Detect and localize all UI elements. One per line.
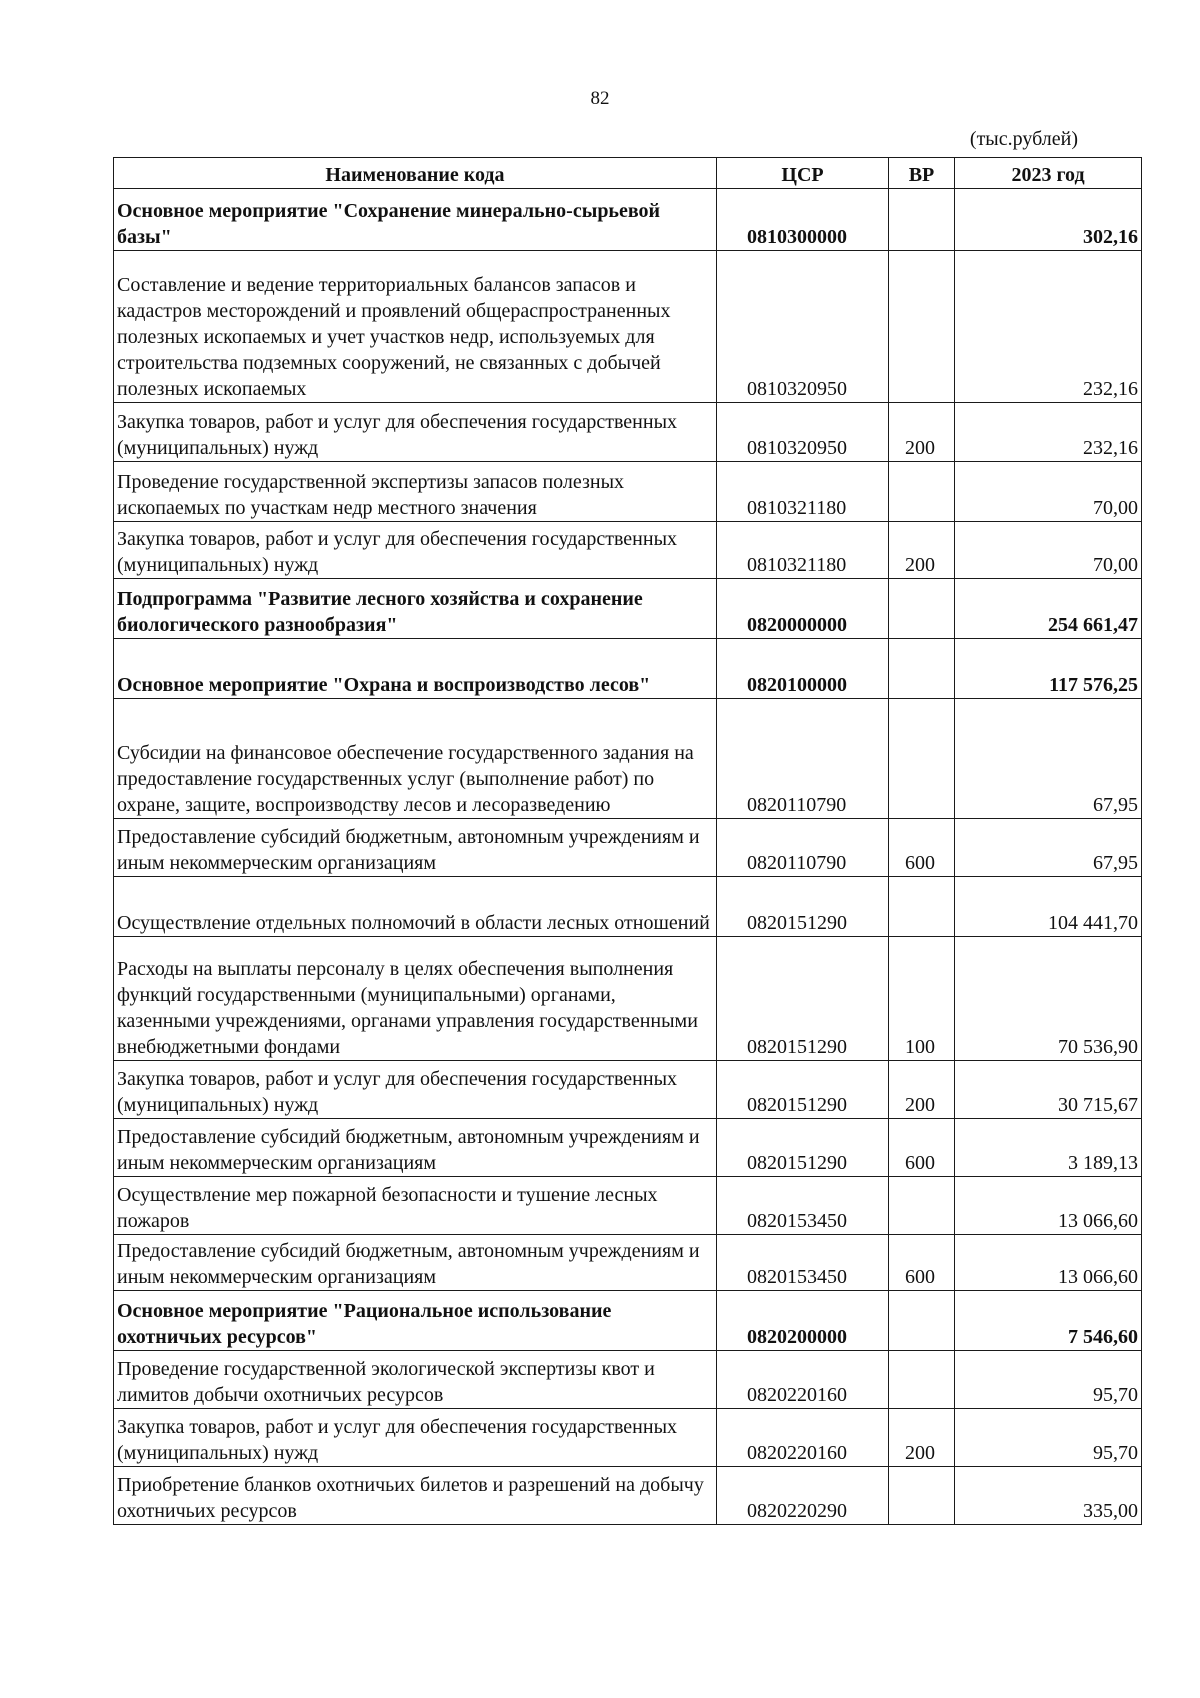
header-year: 2023 год <box>955 158 1142 189</box>
row-vr-cell: 600 <box>889 819 955 877</box>
row-name-cell: Основное мероприятие "Сохранение минерально-сырьевой базы" <box>114 189 717 251</box>
row-amount-cell: 67,95 <box>955 699 1142 819</box>
table-row <box>114 1119 1142 1177</box>
row-csr-cell: 0810321180 <box>717 522 889 579</box>
row-amount-cell: 70,00 <box>955 522 1142 579</box>
row-name-cell: Закупка товаров, работ и услуг для обеспечения государственных (муниципальных) нужд <box>114 1409 717 1467</box>
header-vr: ВР <box>889 158 955 189</box>
row-vr-cell <box>889 1467 955 1525</box>
row-csr-cell: 0810320950 <box>717 403 889 462</box>
row-name-cell: Приобретение бланков охотничьих билетов и разрешений на добычу охотничьих ресурсов <box>114 1467 717 1525</box>
row-csr-cell: 0820153450 <box>717 1235 889 1291</box>
row-name-cell: Проведение государственной экологической экспертизы квот и лимитов добычи охотничьих ресурсов <box>114 1351 717 1409</box>
row-csr-cell: 0820220160 <box>717 1351 889 1409</box>
row-csr-cell: 0810321180 <box>717 462 889 522</box>
row-amount-cell: 95,70 <box>955 1351 1142 1409</box>
row-amount-cell: 30 715,67 <box>955 1061 1142 1119</box>
row-csr-cell: 0820220290 <box>717 1467 889 1525</box>
table-row <box>114 522 1142 579</box>
units-note: (тыс.рублей) <box>969 128 1078 150</box>
row-csr-cell: 0810320950 <box>717 251 889 403</box>
row-name-cell: Предоставление субсидий бюджетным, автономным учреждениям и иным некоммерческим организациям <box>114 1119 717 1177</box>
header-csr: ЦСР <box>717 158 889 189</box>
row-vr-cell <box>889 699 955 819</box>
row-vr-cell: 200 <box>889 522 955 579</box>
row-vr-cell <box>889 1177 955 1235</box>
row-csr-cell: 0820200000 <box>717 1291 889 1351</box>
row-amount-cell: 70,00 <box>955 462 1142 522</box>
row-csr-cell: 0820000000 <box>717 579 889 639</box>
table-row <box>114 403 1142 462</box>
row-name-cell: Предоставление субсидий бюджетным, автономным учреждениям и иным некоммерческим организациям <box>114 1235 717 1291</box>
row-amount-cell: 117 576,25 <box>955 639 1142 699</box>
row-csr-cell: 0820100000 <box>717 639 889 699</box>
row-amount-cell: 13 066,60 <box>955 1177 1142 1235</box>
row-name-cell: Осуществление мер пожарной безопасности и тушение лесных пожаров <box>114 1177 717 1235</box>
row-vr-cell <box>889 251 955 403</box>
row-name-cell: Расходы на выплаты персоналу в целях обеспечения выполнения функций государственными (муниципальными) органами, казенными учреждениями, органами управления государственными внебюджетными фондами <box>114 937 717 1061</box>
row-name-cell: Закупка товаров, работ и услуг для обеспечения государственных (муниципальных) нужд <box>114 522 717 579</box>
row-amount-cell: 232,16 <box>955 403 1142 462</box>
budget-table <box>113 157 1142 1525</box>
row-amount-cell: 104 441,70 <box>955 877 1142 937</box>
row-name-cell: Проведение государственной экспертизы запасов полезных ископаемых по участкам недр местного значения <box>114 462 717 522</box>
row-csr-cell: 0820151290 <box>717 937 889 1061</box>
table-row <box>114 1291 1142 1351</box>
row-vr-cell <box>889 462 955 522</box>
row-name-cell: Составление и ведение территориальных балансов запасов и кадастров месторождений и проявлений общераспространенных полезных ископаемых и учет участков недр, используемых для строительства подземных сооружений, не связанных с добычей полезных ископаемых <box>114 251 717 403</box>
table-row <box>114 937 1142 1061</box>
row-amount-cell: 3 189,13 <box>955 1119 1142 1177</box>
table-row <box>114 1061 1142 1119</box>
row-name-cell: Субсидии на финансовое обеспечение государственного задания на предоставление государственных услуг (выполнение работ) по охране, защите, воспроизводству лесов и лесоразведению <box>114 699 717 819</box>
row-name-cell: Предоставление субсидий бюджетным, автономным учреждениям и иным некоммерческим организациям <box>114 819 717 877</box>
page-number: 82 <box>590 88 610 109</box>
row-name-cell: Подпрограмма "Развитие лесного хозяйства и сохранение биологического разнообразия" <box>114 579 717 639</box>
row-vr-cell <box>889 877 955 937</box>
table-row <box>114 579 1142 639</box>
table-row <box>114 1177 1142 1235</box>
row-name-cell: Закупка товаров, работ и услуг для обеспечения государственных (муниципальных) нужд <box>114 1061 717 1119</box>
row-amount-cell: 13 066,60 <box>955 1235 1142 1291</box>
row-csr-cell: 0820110790 <box>717 699 889 819</box>
row-vr-cell <box>889 189 955 251</box>
row-vr-cell <box>889 639 955 699</box>
row-amount-cell: 70 536,90 <box>955 937 1142 1061</box>
row-vr-cell <box>889 1291 955 1351</box>
table-row <box>114 639 1142 699</box>
row-name-cell: Основное мероприятие "Охрана и воспроизводство лесов" <box>114 639 717 699</box>
header-name: Наименование кода <box>114 158 717 189</box>
table-row <box>114 1351 1142 1409</box>
row-csr-cell: 0820151290 <box>717 877 889 937</box>
row-name-cell: Закупка товаров, работ и услуг для обеспечения государственных (муниципальных) нужд <box>114 403 717 462</box>
table-row <box>114 1409 1142 1467</box>
row-vr-cell: 200 <box>889 403 955 462</box>
row-name-cell: Основное мероприятие "Рациональное использование охотничьих ресурсов" <box>114 1291 717 1351</box>
row-vr-cell: 100 <box>889 937 955 1061</box>
table-row <box>114 1235 1142 1291</box>
row-csr-cell: 0820110790 <box>717 819 889 877</box>
row-amount-cell: 335,00 <box>955 1467 1142 1525</box>
row-csr-cell: 0820153450 <box>717 1177 889 1235</box>
table-row <box>114 251 1142 403</box>
row-amount-cell: 95,70 <box>955 1409 1142 1467</box>
row-name-cell: Осуществление отдельных полномочий в области лесных отношений <box>114 877 717 937</box>
table-row <box>114 877 1142 937</box>
row-vr-cell: 200 <box>889 1061 955 1119</box>
row-csr-cell: 0820151290 <box>717 1061 889 1119</box>
row-vr-cell <box>889 1351 955 1409</box>
table-row <box>114 189 1142 251</box>
row-amount-cell: 254 661,47 <box>955 579 1142 639</box>
row-vr-cell: 600 <box>889 1119 955 1177</box>
row-amount-cell: 7 546,60 <box>955 1291 1142 1351</box>
table-row <box>114 1467 1142 1525</box>
table-row <box>114 699 1142 819</box>
table-body <box>114 189 1142 1525</box>
row-vr-cell: 200 <box>889 1409 955 1467</box>
row-amount-cell: 67,95 <box>955 819 1142 877</box>
row-csr-cell: 0820151290 <box>717 1119 889 1177</box>
row-csr-cell: 0820220160 <box>717 1409 889 1467</box>
row-amount-cell: 302,16 <box>955 189 1142 251</box>
row-vr-cell <box>889 579 955 639</box>
row-amount-cell: 232,16 <box>955 251 1142 403</box>
table-row <box>114 462 1142 522</box>
row-csr-cell: 0810300000 <box>717 189 889 251</box>
table-header-row <box>114 158 1142 189</box>
row-vr-cell: 600 <box>889 1235 955 1291</box>
table-row <box>114 819 1142 877</box>
